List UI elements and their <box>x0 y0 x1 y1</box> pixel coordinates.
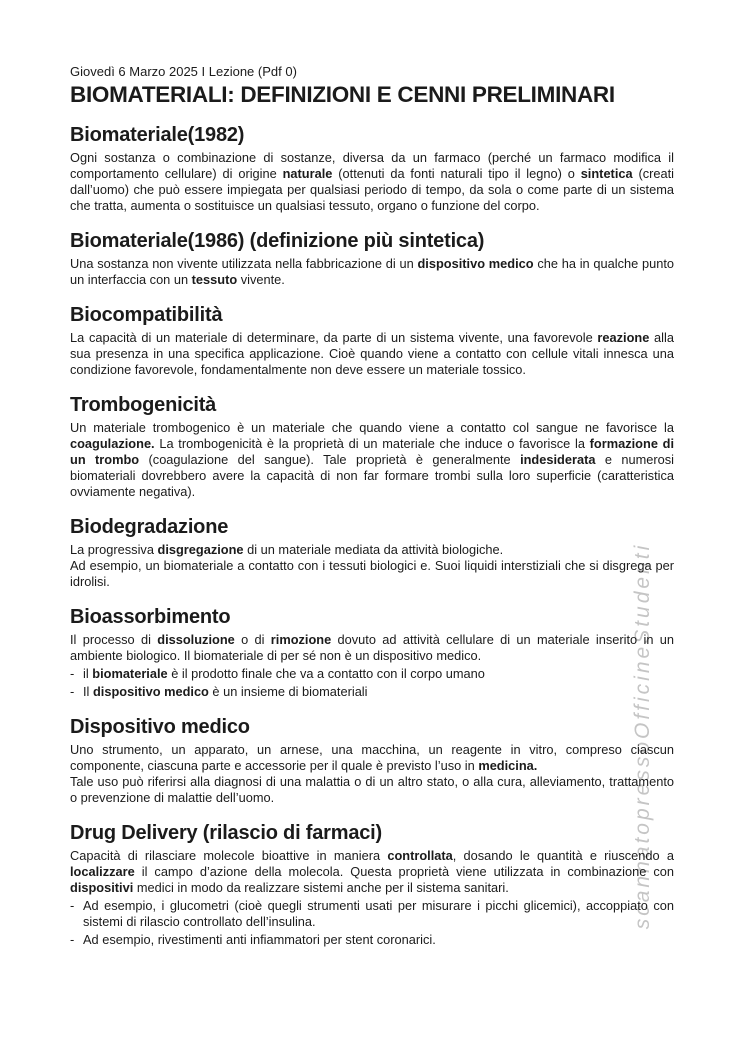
bullet-dash-icon: - <box>70 898 75 913</box>
text-segment: Ad esempio, i glucometri (cioè quegli strumenti usati per misurare i picchi glicemici), accoppiato con sistemi di rilascio controllato dell’insulina. <box>83 898 674 929</box>
text-segment: che ha in qualche punto un interfaccia con un <box>70 256 674 287</box>
bold-text-segment: formazione di un trombo <box>70 436 675 467</box>
section-bioassorbimento <box>70 605 674 700</box>
text-segment: Tale uso può riferirsi alla diagnosi di una malattia o di un altro stato, o alla cura, alleviamento, trattamento o prevenzione di malattie dell’uomo. <box>70 774 674 805</box>
section-trombogenicita <box>70 393 674 500</box>
section-biomateriale-1982 <box>70 123 674 214</box>
section-heading: Biomateriale(1982) <box>70 124 245 146</box>
paragraph <box>70 774 674 806</box>
text-segment: vivente. <box>237 272 285 287</box>
paragraph <box>70 256 674 288</box>
section-heading: Biomateriale(1986) (definizione più sintetica) <box>70 230 485 252</box>
section-heading: Biocompatibilità <box>70 304 223 326</box>
bullet-text <box>83 684 674 700</box>
paragraph <box>70 330 674 378</box>
bold-text-segment: indesiderata <box>520 452 596 467</box>
bold-text-segment: localizzare <box>70 864 135 879</box>
text-segment: , dosando le quantità e riuscendo a <box>452 848 674 863</box>
section-biomateriale-1986 <box>70 229 674 288</box>
text-segment: (coagulazione del sangue). Tale proprietà è generalmente <box>139 452 521 467</box>
text-segment: e numerosi biomateriali dovrebbero avere la capacità di non far formare trombi sulla loro superficie (caratteristica ovviamente negativa). <box>70 452 675 499</box>
text-segment: Ad esempio, un biomateriale a contatto con i tessuti biologici e. Suoi liquidi interstiziali che si disgrega per idrolisi. <box>70 558 674 589</box>
bold-text-segment: controllata <box>387 848 453 863</box>
section-heading: Trombogenicità <box>70 394 217 416</box>
bold-text-segment: reazione <box>597 330 650 345</box>
paragraph <box>70 848 674 896</box>
text-segment: (creati dall’uomo) che può essere impiegata per qualsiasi periodo di tempo, da sola o come parte di un sistema che tratta, aumenta o sostituisce un qualsiasi tessuto, organo o funzione del corpo. <box>70 166 675 213</box>
paragraph <box>70 150 674 214</box>
text-segment: Una sostanza non vivente utilizzata nella fabbricazione di un <box>70 256 418 271</box>
text-segment: medici in modo da realizzare sistemi anche per il sistema sanitari. <box>133 880 509 895</box>
text-segment: alla sua presenza in una specifica applicazione. Cioè quando viene a contatto con cellule vitali innesca una condizione favorevole, fondamentalmente non deve essere un materiale tossico. <box>70 330 674 377</box>
section-heading: Dispositivo medico <box>70 716 250 738</box>
bullet-item <box>70 666 674 682</box>
bullet-item <box>70 898 674 930</box>
text-segment: è il prodotto finale che va a contatto con il corpo umano <box>167 666 485 681</box>
bullet-text <box>83 666 674 682</box>
text-segment: Un materiale trombogenico è un materiale che quando viene a contatto col sangue ne favorisce la <box>70 420 674 435</box>
bold-text-segment: dispositivi <box>70 880 134 895</box>
section-dispositivo-medico <box>70 715 674 806</box>
bold-text-segment: dispositivo medico <box>92 684 209 699</box>
page-title: BIOMATERIALI: DEFINIZIONI E CENNI PRELIMINARI <box>70 82 615 107</box>
text-segment: o di <box>234 632 271 647</box>
bold-text-segment: rimozione <box>270 632 332 647</box>
bullet-dash-icon: - <box>70 932 75 947</box>
text-segment: dovuto ad attività cellulare di un materiale inserito in un ambiente biologico. Il biomateriale di per sé non è un dispositivo medico. <box>70 632 675 663</box>
bullet-item <box>70 684 674 700</box>
bullet-dash-icon: - <box>70 684 75 699</box>
document-content <box>70 64 674 948</box>
bullet-item <box>70 932 674 948</box>
bold-text-segment: coagulazione. <box>70 436 155 451</box>
text-segment: Uno strumento, un apparato, un arnese, una macchina, un reagente in vitro, compreso ciascun componente, ciascuna parte e accessorie per il quale è previsto l’uso in <box>70 742 674 773</box>
paragraph <box>70 558 674 590</box>
section-heading: Drug Delivery (rilascio di farmaci) <box>70 822 383 844</box>
text-segment: La trombogenicità è la proprietà di un materiale che induce o favorisce la <box>154 436 590 451</box>
bold-text-segment: naturale <box>282 166 333 181</box>
section-heading: Biodegradazione <box>70 516 229 538</box>
bold-text-segment: medicina. <box>478 758 538 773</box>
section-drug-delivery <box>70 821 674 948</box>
text-segment: Ad esempio, rivestimenti anti infiammatori per stent coronarici. <box>83 932 436 947</box>
bold-text-segment: disgregazione <box>157 542 244 557</box>
paragraph <box>70 742 674 774</box>
text-segment: (ottenuti da fonti naturali tipo il legno) o <box>332 166 581 181</box>
bold-text-segment: sintetica <box>580 166 633 181</box>
bullet-text <box>83 932 674 948</box>
paragraph <box>70 542 674 558</box>
bold-text-segment: biomateriale <box>92 666 168 681</box>
text-segment: La progressiva <box>70 542 158 557</box>
date-line: Giovedì 6 Marzo 2025 I Lezione (Pdf 0) <box>70 64 297 79</box>
bold-text-segment: dispositivo medico <box>417 256 534 271</box>
text-segment: di un materiale mediata da attività biologiche. <box>243 542 504 557</box>
bold-text-segment: tessuto <box>191 272 238 287</box>
bullet-text <box>83 898 674 930</box>
text-segment: il campo d’azione della molecola. Questa proprietà viene utilizzata in combinazione con <box>134 864 674 879</box>
document-sections <box>70 123 674 948</box>
text-segment: Capacità di rilasciare molecole bioattive in maniera <box>70 848 388 863</box>
paragraph <box>70 420 674 500</box>
text-segment: è un insieme di biomateriali <box>208 684 368 699</box>
text-segment: Il <box>83 684 93 699</box>
section-biodegradazione <box>70 515 674 590</box>
text-segment: Il processo di <box>70 632 158 647</box>
section-biocompatibilita <box>70 303 674 378</box>
bullet-dash-icon: - <box>70 666 75 681</box>
paragraph <box>70 632 674 664</box>
text-segment: Ogni sostanza o combinazione di sostanze, diversa da un farmaco (perché un farmaco modifica il comportamento cellulare) di origine <box>70 150 674 181</box>
bold-text-segment: dissoluzione <box>157 632 235 647</box>
text-segment: il <box>83 666 93 681</box>
section-heading: Bioassorbimento <box>70 606 231 628</box>
text-segment: La capacità di un materiale di determinare, da parte di un sistema vivente, una favorevole <box>70 330 598 345</box>
watermark-text: scannatopressoOfficineStudenti <box>631 542 654 930</box>
